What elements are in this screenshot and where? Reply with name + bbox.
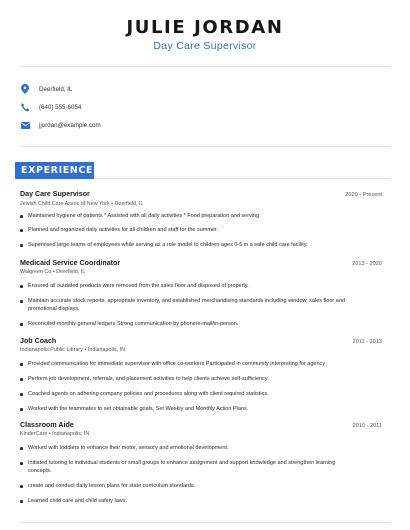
job-bullet — [20, 360, 360, 368]
contact-location — [20, 82, 72, 96]
job-title: Classroom Aide — [20, 421, 74, 429]
bullet-dot — [20, 447, 23, 450]
job-location: Indianapolis, IN — [52, 431, 90, 437]
job-bullet — [20, 497, 360, 505]
bullet-text: Worked with toddlers to enhance their motor, sensory and emotional development. — [28, 445, 229, 451]
job-employer-line: KinderCare • Indianapolis, IN — [20, 431, 90, 437]
bullet-text: Planned and organized daily activities for all children and staff for the summer. — [28, 227, 219, 233]
bullet-text: Perform job development, referrals, and placement activities to help clients achieve self-sufficiency. — [28, 376, 269, 382]
bullet-text: Maintain accurate stock reports, appropriate inventory, and established merchandising standards including window, sales floor and promotional displays. — [28, 298, 345, 313]
bullet-dot — [20, 378, 23, 381]
job-bullet — [20, 375, 360, 383]
job-title: Medicaid Service Coordinator — [20, 259, 121, 267]
bullet-text: Reconciled monthly general ledgers Strong communication by phone/e-mail/in-person. — [28, 321, 239, 327]
bullet-text: Provided communication for immediate supervisor with office co-workers Participated in community interpreting for agency — [28, 361, 326, 367]
job-bullet — [20, 226, 360, 234]
job-bullet — [20, 390, 360, 398]
job-location: Indianapolis, IN — [87, 347, 125, 353]
job-location: Deerfield, IL — [114, 201, 144, 207]
phone-text: (640) 555-6054 — [39, 103, 82, 111]
job-employer: Indianapolis Public Library — [20, 347, 83, 353]
contact-email — [20, 118, 101, 132]
job-dates: 2010 - 2011 — [352, 423, 382, 429]
job-bullet — [20, 241, 360, 249]
job-title: Job Coach — [20, 337, 57, 345]
bullet-text: Maintained hygiene of patients * Assisted with all daily activities * Food preparation and serving — [28, 213, 260, 219]
job-bullet — [20, 282, 360, 290]
job-header — [20, 190, 382, 198]
job-dates: 2013 - 2020 — [352, 261, 382, 267]
map-pin-icon — [20, 84, 30, 94]
job-employer-line: Walgreen Co • Deerfield, IL — [20, 269, 86, 275]
bullet-dot — [20, 244, 23, 247]
job-bullet — [20, 444, 360, 452]
job-bullet — [20, 297, 360, 314]
envelope-icon — [20, 120, 30, 130]
bullet-dot — [20, 462, 23, 465]
bullet-text: Worked with the teammates to set obtainable goals, Set Weekly and Monthly Action Plans. — [28, 406, 249, 412]
job-bullet — [20, 482, 360, 490]
job-dates: 2011 - 2013 — [352, 339, 382, 345]
job-employer-line: Indianapolis Public Library • Indianapolis, IN — [20, 347, 125, 353]
experience-heading-line — [94, 178, 390, 179]
location-text: Deerfield, IL — [39, 85, 73, 93]
bullet-text: Learned child care and child safety laws. — [28, 498, 128, 504]
contact-phone — [20, 100, 81, 114]
job-bullet — [20, 212, 360, 220]
job-bullet — [20, 459, 360, 476]
email-link[interactable]: jjordan@example.com — [39, 121, 101, 129]
job-dates: 2020 - Present — [345, 192, 382, 198]
job-header — [20, 337, 382, 345]
bullet-dot — [20, 215, 23, 218]
job-employer: KinderCare — [20, 431, 48, 437]
bullet-dot — [20, 485, 23, 488]
job-bullet — [20, 320, 360, 328]
bullet-dot — [20, 500, 23, 503]
job-location: Deerfield, IL — [56, 269, 86, 275]
phone-icon — [20, 102, 30, 112]
job-employer: Walgreen Co — [20, 269, 52, 275]
bullet-text: Supervised large teams of employees while serving as a role model to children ages 0-5 in a safe child care facility. — [28, 242, 308, 248]
bullet-dot — [20, 229, 23, 232]
contact-divider — [20, 146, 390, 147]
job-bullet — [20, 405, 360, 413]
bullet-text: Initiated tutoring to individual students or small groups to enhance assignment and support knowledge and strengthen learning concepts. — [28, 460, 336, 475]
bullet-text: create and conduct daily lesson plans for state curriculum standards. — [28, 483, 196, 489]
candidate-name: JULIE JORDAN — [126, 17, 284, 38]
experience-heading: EXPERIENCE — [15, 162, 94, 179]
bullet-dot — [20, 408, 23, 411]
bullet-dot — [20, 323, 23, 326]
bullet-text: Coached agents on adhering company policies and procedures along with client required statistics. — [28, 391, 269, 397]
job-header — [20, 421, 382, 429]
bullet-dot — [20, 285, 23, 288]
bullet-dot — [20, 363, 23, 366]
bullet-dot — [20, 300, 23, 303]
footer-divider — [20, 522, 390, 523]
job-title: Day Care Supervisor — [20, 190, 90, 198]
bullet-text: Ensured all outdated products were removed from the sales floor and disposed of properly. — [28, 283, 249, 289]
header-divider — [20, 66, 390, 67]
job-employer: Jewish Child Care Assoc of New York — [20, 201, 110, 207]
job-employer-line: Jewish Child Care Assoc of New York • Deerfield, IL — [20, 201, 144, 207]
job-header — [20, 259, 382, 267]
bullet-dot — [20, 393, 23, 396]
candidate-title: Day Care Supervisor — [153, 40, 257, 52]
